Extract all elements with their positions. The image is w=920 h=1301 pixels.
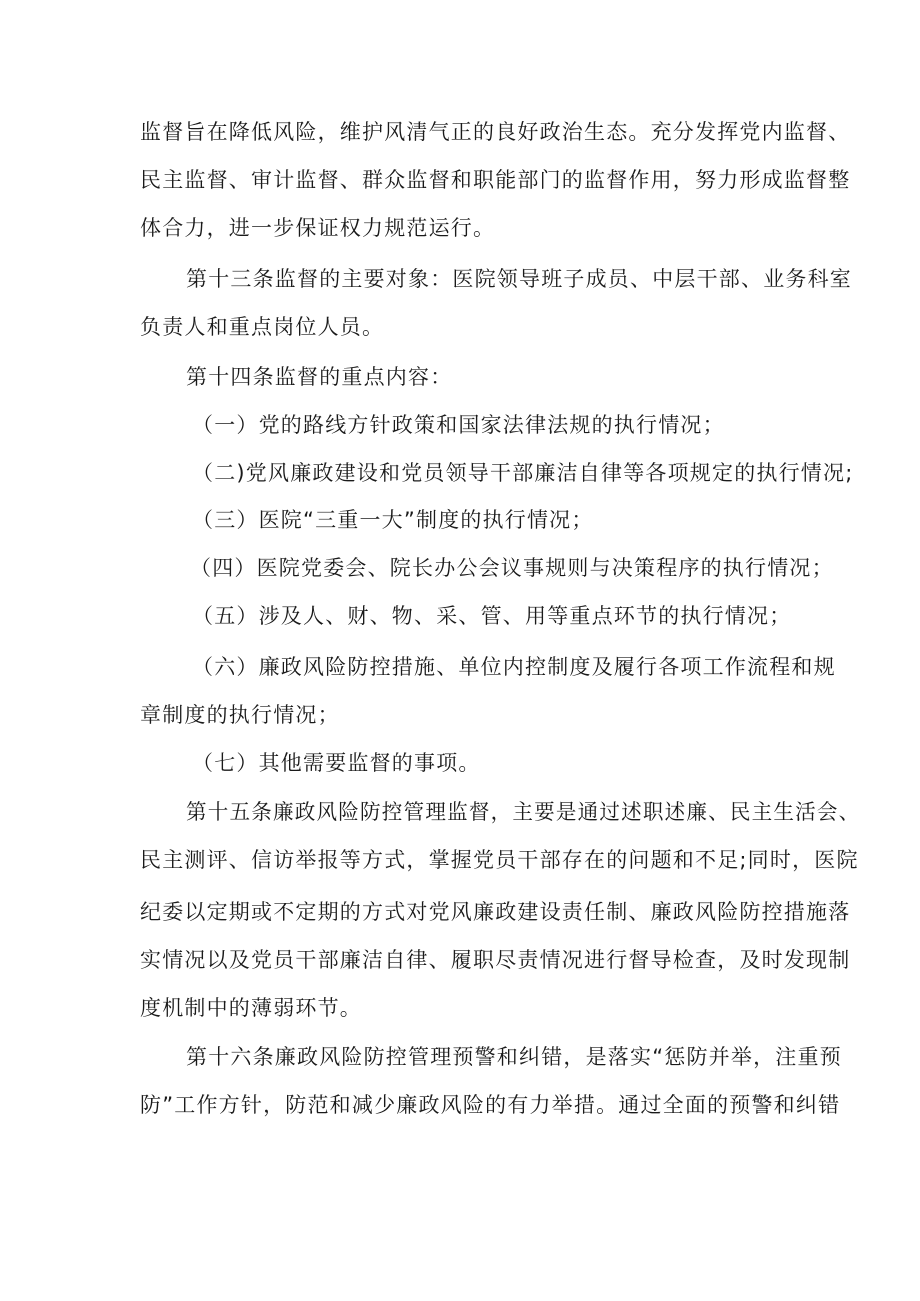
list-item-2: （二)党风廉政建设和党员领导干部廉洁自律等各项规定的执行情况;	[192, 461, 854, 485]
list-item-7: （七）其他需要监督的事项。	[192, 751, 481, 775]
text-line-3: 体合力，进一步保证权力规范运行。	[140, 216, 496, 240]
article-13-line-2: 负责人和重点岗位人员。	[140, 315, 385, 339]
article-16-line-2: 防”工作方针，防范和减少廉政风险的有力举措。通过全面的预警和纠错	[140, 1093, 841, 1117]
article-15-line-5: 度机制中的薄弱环节。	[140, 996, 362, 1020]
article-14-heading: 第十四条监督的重点内容：	[186, 365, 453, 389]
list-item-6-line-1: （六）廉政风险防控措施、单位内控制度及履行各项工作流程和规	[192, 655, 836, 679]
article-16-line-1: 第十六条廉政风险防控管理预警和纠错，是落实“惩防并举，注重预	[186, 1045, 842, 1069]
list-item-3: （三）医院“三重一大”制度的执行情况；	[192, 508, 594, 532]
article-15-line-3: 纪委以定期或不定期的方式对党风廉政建设责任制、廉政风险防控措施落	[140, 900, 851, 924]
list-item-5: （五）涉及人、财、物、采、管、用等重点环节的执行情况；	[192, 604, 792, 628]
list-item-6-line-2: 章制度的执行情况；	[140, 703, 340, 727]
text-line-1: 监督旨在降低风险，维护风清气正的良好政治生态。充分发挥党内监督、	[140, 120, 851, 144]
article-13-line-1: 第十三条监督的主要对象：医院领导班子成员、中层干部、业务科室	[186, 267, 852, 291]
article-15-line-4: 实情况以及党员干部廉洁自律、履职尽责情况进行督导检查，及时发现制	[140, 948, 851, 972]
article-15-line-1: 第十五条廉政风险防控管理监督，主要是通过述职述廉、民主生活会、	[186, 800, 861, 824]
list-item-4: （四）医院党委会、院长办公会议事规则与决策程序的执行情况；	[190, 556, 834, 580]
list-item-1: （一）党的路线方针政策和国家法律法规的执行情况；	[192, 413, 725, 437]
text-line-2: 民主监督、审计监督、群众监督和职能部门的监督作用，努力形成监督整	[140, 168, 851, 192]
article-15-line-2: 民主测评、信访举报等方式，掌握党员干部存在的问题和不足;同时，医院	[140, 848, 859, 872]
